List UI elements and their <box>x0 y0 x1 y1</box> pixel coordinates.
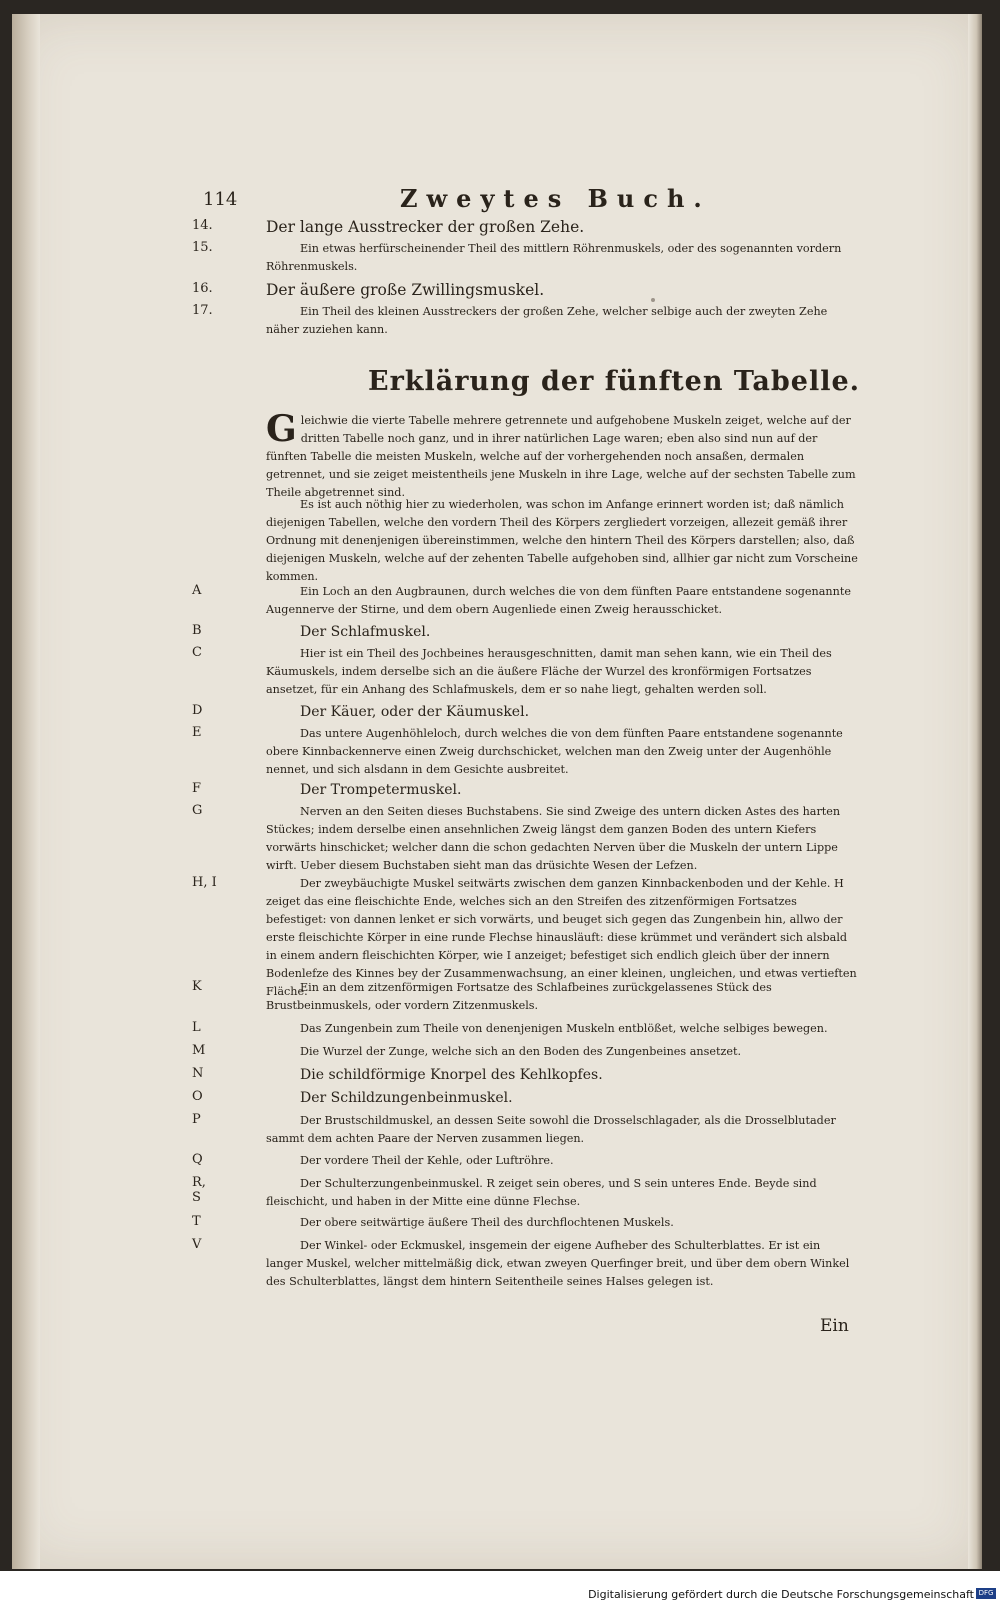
entry-text: Der obere seitwärtige äußere Theil des durchflochtenen Muskels. <box>300 1216 674 1229</box>
entry-text: Der äußere große Zwillingsmuskel. <box>266 281 545 299</box>
entry-text: Die schildförmige Knorpel des Kehlkopfes. <box>300 1067 603 1083</box>
entry-text: Der Brustschildmuskel, an dessen Seite sowohl die Drosselschlagader, als die Drosselblutader sammt dem achten Paare der Nerven zusammen liegen. <box>266 1114 836 1145</box>
entry-label: K <box>192 979 202 994</box>
entry-text: Das Zungenbein zum Theile von denenjenigen Muskeln entblößet, welche selbiges bewegen. <box>300 1022 828 1035</box>
entry-text: Ein etwas herfürscheinender Theil des mittlern Röhrenmuskels, oder des sogenannten vordern Röhrenmuskels. <box>266 242 842 273</box>
entry-text: Die Wurzel der Zunge, welche sich an den Boden des Zungenbeines ansetzet. <box>300 1045 742 1058</box>
page-gutter <box>12 14 40 1569</box>
entry-text: Der Schulterzungenbeinmuskel. R zeiget sein oberes, und S sein unteres Ende. Beyde sind fleischicht, und haben in der Mitte eine dünne Flechse. <box>266 1177 817 1208</box>
entry-label: B <box>192 623 202 638</box>
entry-label: T <box>192 1214 201 1229</box>
funding-credit: Digitalisierung gefördert durch die Deutsche Forschungsgemeinschaft <box>588 1588 974 1601</box>
entry-text: Der Schlafmuskel. <box>300 624 431 640</box>
dfg-logo: DFG <box>976 1588 996 1599</box>
entry-label: R, S <box>192 1175 206 1205</box>
entry-label: V <box>192 1237 202 1252</box>
entry-label: Q <box>192 1152 203 1167</box>
running-header: Zweytes Buch. <box>400 184 711 213</box>
entry-text: Der vordere Theil der Kehle, oder Luftröhre. <box>300 1154 554 1167</box>
entry-label: P <box>192 1112 201 1127</box>
entry-text: Der Käuer, oder der Käumuskel. <box>300 704 530 720</box>
entry-number: 14. <box>192 218 213 233</box>
entry-text: Ein Loch an den Augbraunen, durch welches die von dem fünften Paare entstandene sogenannte Augennerve der Stirne, und dem obern Augenliede einen Zweig herausschicket. <box>266 585 851 616</box>
entry-text: Der Trompetermuskel. <box>300 782 462 798</box>
entry-number: 16. <box>192 281 213 296</box>
entry-label: G <box>192 803 203 818</box>
intro-paragraph: G leichwie die vierte Tabelle mehrere getrennete und aufgehobene Muskeln zeiget, welche auf der dritten Tabelle noch ganz, und in ihrer natürlichen Lage waren; eben also sind nun auf der fünften Tabelle die meisten Muskeln, welche auf der vorhergehenden noch ansaßen, dermalen getrennet, und sie zeiget meistentheils jene Muskeln in ihre Lage, welche auf der sechsten Tabelle zum Theile abgetrennet sind. <box>266 408 856 499</box>
drop-cap: G <box>266 408 297 450</box>
entry-label: L <box>192 1020 201 1035</box>
entry-number: 17. <box>192 303 213 318</box>
entry-text: Hier ist ein Theil des Jochbeines herausgeschnitten, damit man sehen kann, wie ein Theil des Käumuskels, indem derselbe sich an die äußere Fläche der Wurzel des kronförmigen Fortsatzes ansetzet, für ein Anhang des Schlafmuskels, dem er so nahe liegt, gehalten werden soll. <box>266 647 832 696</box>
entry-text: Der Winkel- oder Eckmuskel, insgemein der eigene Aufheber des Schulterblattes. Er ist ein langer Muskel, welcher mittelmäßig dick, etwan zweyen Querfinger breit, und über dem obern Winkel des Schulterblattes, längst dem hintern Seitentheile seines Halses gelegen ist. <box>266 1239 850 1288</box>
intro-paragraph: Es ist auch nöthig hier zu wiederholen, was schon im Anfange erinnert worden ist; daß nämlich diejenigen Tabellen, welche den vordern Theil des Körpers zergliedert vorzeigen, allezeit gemäß ihrer Ordnung mit denenjenigen übereinstimmen, welche den hintern Theil des Körpers darstellen; also, daß diejenigen Muskeln, welche auf der zehenten Tabelle aufgehoben sind, allhier gar nicht zum Vorscheine kommen. <box>266 498 858 583</box>
catchword: Ein <box>820 1316 849 1336</box>
entry-text: Der lange Ausstrecker der großen Zehe. <box>266 218 585 236</box>
entry-label: A <box>192 583 202 598</box>
entry-label: D <box>192 703 203 718</box>
entry-text: Nerven an den Seiten dieses Buchstabens. Sie sind Zweige des untern dicken Astes des harten Stückes; indem derselbe einen ansehnlichen Zweig längst dem ganzen Boden des untern Kiefers vorwärts hinschicket; welcher dann die schon gedachten Nerven über die Muskeln der untern Lippe wirft. Ueber diesem Buchstaben sieht man das drüsichte Wesen der Lefzen. <box>266 805 841 872</box>
section-title: Erklärung der fünften Tabelle. <box>368 366 861 397</box>
entry-label: O <box>192 1089 203 1104</box>
entry-label: N <box>192 1066 204 1081</box>
entry-label: E <box>192 725 202 740</box>
entry-text: Das untere Augenhöhleloch, durch welches die von dem fünften Paare entstandene sogenannte obere Kinnbackennerve einen Zweig durchschicket, welchen man den Zweig unter der Augenhöhle nennet, und sich alsdann in dem Gesichte ausbreitet. <box>266 727 843 776</box>
entry-label: F <box>192 781 202 796</box>
page-number: 114 <box>203 189 238 210</box>
entry-text: Ein an dem zitzenförmigen Fortsatze des Schlafbeines zurückgelassenes Stück des Brustbeinmuskels, oder vordern Zitzenmuskels. <box>266 981 772 1012</box>
entry-text: Ein Theil des kleinen Ausstreckers der großen Zehe, welcher selbige auch der zweyten Zehe näher zuziehen kann. <box>266 305 828 336</box>
entry-text: Der Schildzungenbeinmuskel. <box>300 1090 513 1106</box>
page-edge <box>968 14 982 1569</box>
entry-label: C <box>192 645 202 660</box>
entry-number: 15. <box>192 240 213 255</box>
entry-label: H, I <box>192 875 217 890</box>
entry-text: Der zweybäuchigte Muskel seitwärts zwischen dem ganzen Kinnbackenboden und der Kehle. H zeiget das eine fleischichte Ende, welches sich an den Streifen des zitzenförmigen Fortsatzes befestiget: von dannen lenket er sich vorwärts, und beuget sich gegen das Zungenbein hin, allwo der erste fleischichte Körper in eine runde Flechse hinausläuft: diese krümmet und verändert sich alsbald in einem andern fleischichten Körper, wie I anzeiget; befestiget sich endlich gleich über der innern Bodenlefze des Kinnes bey der Zusammenwachsung, an einer kleinen, ungleichen, und etwas vertieften Fläche. <box>266 877 857 998</box>
entry-label: M <box>192 1043 206 1058</box>
